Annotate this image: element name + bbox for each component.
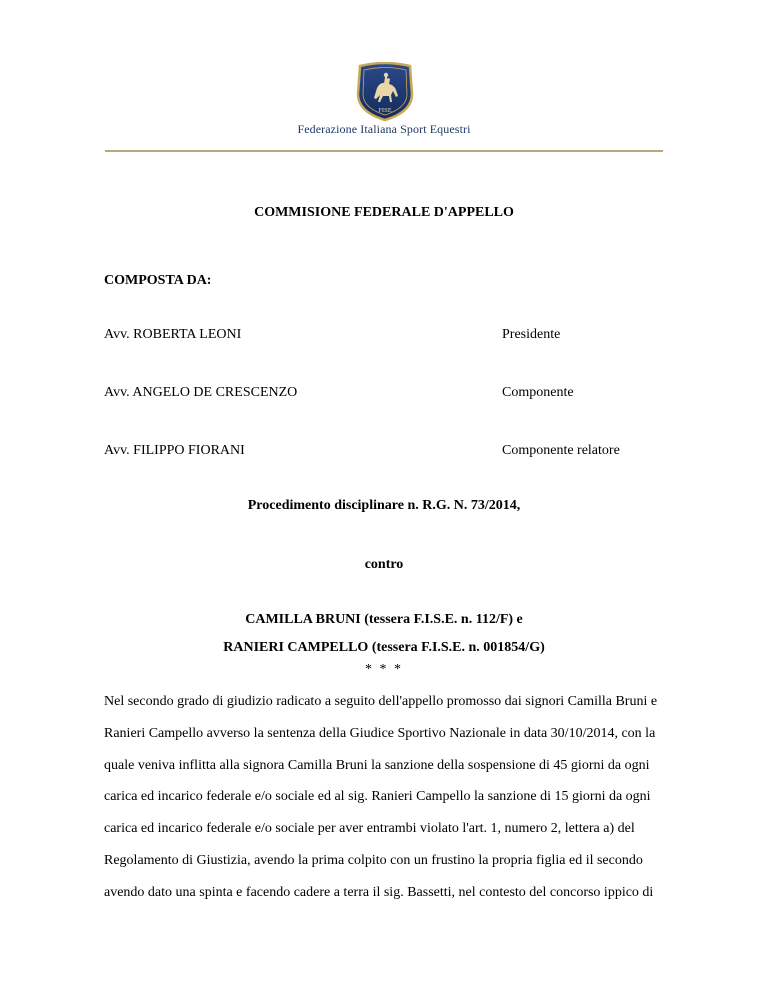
body-line: Regolamento di Giustizia, avendo la prima colpito con un frustino la propria figlia ed il secondo [104, 852, 643, 868]
member-role: Componente [502, 385, 574, 400]
body-line: Ranieri Campello avverso la sentenza della Giudice Sportivo Nazionale in data 30/10/2014, con la [104, 725, 656, 741]
composed-by-label: COMPOSTA DA: [104, 273, 212, 288]
member-name: Avv. ROBERTA LEONI [104, 327, 242, 342]
organization-name: Federazione Italiana Sport Equestri [297, 122, 471, 136]
contro-label: contro [364, 557, 404, 572]
body-line: Nel secondo grado di giudizio radicato a seguito dell'appello promosso dai signori Camilla Bruni e [104, 694, 658, 709]
section-separator: * * * [365, 662, 403, 677]
header-divider [105, 150, 663, 152]
body-line: carica ed incarico federale e/o sociale ed al sig. Ranieri Campello la sanzione di 15 giorni da ogni [104, 789, 651, 805]
party-name: RANIERI CAMPELLO (tessera F.I.S.E. n. 001854/G) [223, 640, 545, 655]
party-name: CAMILLA BRUNI (tessera F.I.S.E. n. 112/F) e [245, 612, 523, 627]
document-title: COMMISIONE FEDERALE D'APPELLO [254, 205, 514, 220]
member-name: Avv. ANGELO DE CRESCENZO [104, 385, 298, 400]
member-role: Presidente [502, 327, 561, 342]
logo-text: FISE [378, 107, 392, 114]
fise-logo-icon [352, 62, 418, 122]
body-line: carica ed incarico federale e/o sociale per aver entrambi violato l'art. 1, numero 2, lettera a) del [104, 821, 635, 837]
body-paragraph [104, 686, 664, 909]
member-name: Avv. FILIPPO FIORANI [104, 443, 245, 458]
member-role: Componente relatore [502, 443, 620, 458]
proceeding-number: Procedimento disciplinare n. R.G. N. 73/2014, [247, 498, 521, 513]
body-line: quale veniva inflitta alla signora Camilla Bruni la sanzione della sospensione di 45 giorni da ogni [104, 757, 650, 773]
body-line: avendo dato una spinta e facendo cadere a terra il sig. Bassetti, nel contesto del concorso ippico di [104, 884, 654, 900]
